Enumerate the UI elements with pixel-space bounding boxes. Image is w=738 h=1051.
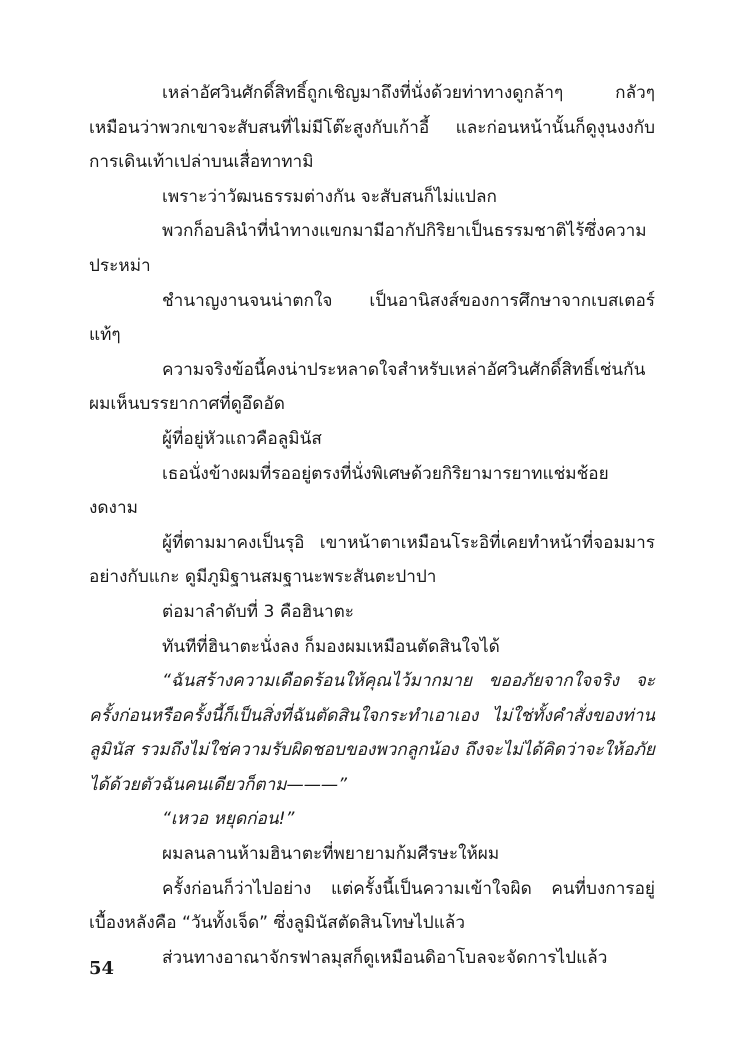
paragraph: ผู้ที่ตามมาคงเป็นรุอิ เขาหน้าตาเหมือนโระอิที่เคยทำหน้าที่จอมมารอย่างกับแกะ ดูมีภูมิฐานสมฐานะพระสันตะปาปา <box>89 532 655 588</box>
paragraph: เธอนั่งข้างผมที่รออยู่ตรงที่นั่งพิเศษด้วยกิริยามารยาทแช่มช้อยงดงาม <box>89 463 609 519</box>
paragraph: ผู้ที่อยู่หัวแถวคือลูมินัส <box>162 428 322 449</box>
paragraph: เหล่าอัศวินศักดิ์สิทธิ์ถูกเชิญมาถึงที่นั่งด้วยท่าทางดูกล้าๆ กลัวๆ เหมือนว่าพวกเขาจะสับสนที่ไม่มีโต๊ะสูงกับเก้าอี้ และก่อนหน้านั้นก็ดูงุนงงกับการเดินเท้าเปล่าบนเสื่อทาทามิ <box>89 83 655 173</box>
paragraph: เพราะว่าวัฒนธรรมต่างกัน จะสับสนก็ไม่แปลก <box>162 186 497 207</box>
paragraph: ครั้งก่อนก็ว่าไปอย่าง แต่ครั้งนี้เป็นความเข้าใจผิด คนที่บงการอยู่เบื้องหลังคือ “วันทั้งเจ็ด” ซึ่งลูมินัสตัดสินโทษไปแล้ว <box>89 878 655 934</box>
paragraph: ส่วนทางอาณาจักรฟาลมุสก็ดูเหมือนดิอาโบลจะจัดการไปแล้ว <box>162 947 608 968</box>
paragraph: ความจริงข้อนี้คงน่าประหลาดใจสำหรับเหล่าอัศวินศักดิ์สิทธิ์เช่นกัน ผมเห็นบรรยากาศที่ดูอึดอัด <box>89 359 646 415</box>
paragraph: พวกก็อบลินำที่นำทางแขกมามีอากัปกิริยาเป็นธรรมชาติไร้ซึ่งความประหม่า <box>89 221 647 276</box>
paragraph: ผมลนลานห้ามฮินาตะที่พยายามก้มศีรษะให้ผม <box>162 844 500 865</box>
page-number: 54 <box>89 958 115 979</box>
paragraph: ชำนาญงานจนน่าตกใจ เป็นอานิสงส์ของการศึกษาจากเบสเตอร์แท้ๆ <box>89 290 655 346</box>
dialogue-paragraph: “ฉันสร้างความเดือดร้อนให้คุณไว้มากมาย ขออภัยจากใจจริง จะครั้งก่อนหรือครั้งนี้ก็เป็นสิ่งที่ฉันตัดสินใจกระทำเอาเอง ไม่ใช่ทั้งคำสั่งของท่านลูมินัส รวมถึงไม่ใช่ความรับผิดชอบของพวกลูกน้อง ถึงจะไม่ได้คิดว่าจะให้อภัยได้ด้วยตัวฉันคนเดียวก็ตาม———” <box>89 671 655 795</box>
paragraph: ต่อมาลำดับที่ 3 คือฮินาตะ <box>162 601 355 622</box>
paragraph: ทันทีที่ฮินาตะนั่งลง ก็มองผมเหมือนตัดสินใจได้ <box>162 636 500 657</box>
body-text <box>89 76 655 975</box>
dialogue-paragraph: “เหวอ หยุดก่อน!” <box>162 809 295 830</box>
